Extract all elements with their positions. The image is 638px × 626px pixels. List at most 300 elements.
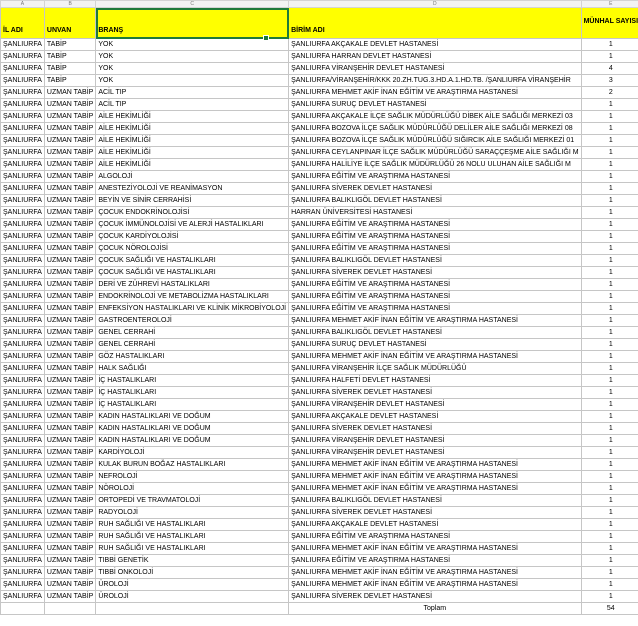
cell-birim-adi[interactable]: ŞANLIURFA SURUÇ DEVLET HASTANESİ bbox=[289, 339, 581, 351]
cell-birim-adi[interactable]: ŞANLIURFA AKÇAKALE DEVLET HASTANESİ bbox=[289, 411, 581, 423]
cell-birim-adi[interactable]: ŞANLIURFA VİRANŞEHİR İLÇE SAĞLIK MÜDÜRLÜĞÜ bbox=[289, 363, 581, 375]
cell-unvan[interactable]: UZMAN TABİP bbox=[44, 207, 95, 219]
cell-munhal-sayisi[interactable]: 1 bbox=[581, 555, 638, 567]
table-row bbox=[1, 135, 638, 147]
cell-brans[interactable]: YOK bbox=[96, 63, 289, 75]
table-row bbox=[1, 375, 638, 387]
cell-munhal-sayisi[interactable]: 1 bbox=[581, 351, 638, 363]
cell-unvan[interactable]: UZMAN TABİP bbox=[44, 519, 95, 531]
cell-brans[interactable]: TIBBİ ONKOLOJİ bbox=[96, 567, 289, 579]
table-row bbox=[1, 99, 638, 111]
cell-birim-adi[interactable]: ŞANLIURFA AKÇAKALE DEVLET HASTANESİ bbox=[289, 519, 581, 531]
cell-unvan[interactable]: UZMAN TABİP bbox=[44, 243, 95, 255]
cell-il-adi[interactable]: ŞANLIURFA bbox=[1, 483, 45, 495]
cell-unvan[interactable]: UZMAN TABİP bbox=[44, 555, 95, 567]
cell-il-adi[interactable]: ŞANLIURFA bbox=[1, 471, 45, 483]
cell-unvan[interactable]: TABİP bbox=[44, 39, 95, 51]
table-row bbox=[1, 51, 638, 63]
table-row bbox=[1, 87, 638, 99]
cell-il-adi[interactable]: ŞANLIURFA bbox=[1, 411, 45, 423]
cell-birim-adi[interactable]: ŞANLIURFA EĞİTİM VE ARAŞTIRMA HASTANESİ bbox=[289, 279, 581, 291]
cell-munhal-sayisi[interactable]: 1 bbox=[581, 123, 638, 135]
cell-brans[interactable]: ACİL TIP bbox=[96, 99, 289, 111]
cell-birim-adi[interactable]: ŞANLIURFA EĞİTİM VE ARAŞTIRMA HASTANESİ bbox=[289, 531, 581, 543]
cell-il-adi[interactable]: ŞANLIURFA bbox=[1, 39, 45, 51]
cell-unvan[interactable]: UZMAN TABİP bbox=[44, 339, 95, 351]
cell-brans[interactable]: ÜROLOJİ bbox=[96, 591, 289, 603]
cell-brans[interactable]: RADYOLOJİ bbox=[96, 507, 289, 519]
table-row bbox=[1, 435, 638, 447]
cell-munhal-sayisi[interactable]: 1 bbox=[581, 327, 638, 339]
cell-unvan[interactable]: UZMAN TABİP bbox=[44, 435, 95, 447]
cell-unvan[interactable]: UZMAN TABİP bbox=[44, 531, 95, 543]
cell-brans[interactable]: NÖROLOJİ bbox=[96, 483, 289, 495]
cell-birim-adi[interactable]: ŞANLIURFA VİRANŞEHİR DEVLET HASTANESİ bbox=[289, 63, 581, 75]
cell-munhal-sayisi[interactable]: 1 bbox=[581, 471, 638, 483]
total-label[interactable]: Toplam bbox=[289, 603, 581, 615]
cell-munhal-sayisi[interactable]: 1 bbox=[581, 207, 638, 219]
empty-cell[interactable] bbox=[1, 603, 45, 615]
cell-munhal-sayisi[interactable]: 1 bbox=[581, 399, 638, 411]
cell-unvan[interactable]: UZMAN TABİP bbox=[44, 399, 95, 411]
cell-il-adi[interactable]: ŞANLIURFA bbox=[1, 135, 45, 147]
cell-birim-adi[interactable]: ŞANLIURFA HALİLİYE İLÇE SAĞLIK MÜDÜRLÜĞÜ 26 NOLU ULUHAN AİLE SAĞLIĞI M bbox=[289, 159, 581, 171]
cell-munhal-sayisi[interactable]: 1 bbox=[581, 231, 638, 243]
table-row bbox=[1, 399, 638, 411]
cell-brans[interactable]: GENEL CERRAHİ bbox=[96, 339, 289, 351]
cell-munhal-sayisi[interactable]: 1 bbox=[581, 147, 638, 159]
cell-il-adi[interactable]: ŞANLIURFA bbox=[1, 495, 45, 507]
cell-il-adi[interactable]: ŞANLIURFA bbox=[1, 147, 45, 159]
cell-birim-adi[interactable]: ŞANLIURFA BOZOVA İLÇE SAĞLIK MÜDÜRLÜĞÜ DELİLER AİLE SAĞLIĞI MERKEZİ 08 bbox=[289, 123, 581, 135]
header-unvan[interactable]: UNVAN bbox=[44, 8, 95, 39]
cell-unvan[interactable]: UZMAN TABİP bbox=[44, 543, 95, 555]
table-row bbox=[1, 387, 638, 399]
column-letters-row bbox=[1, 1, 638, 8]
column-letter-d[interactable]: D bbox=[289, 1, 581, 8]
cell-il-adi[interactable]: ŞANLIURFA bbox=[1, 111, 45, 123]
fill-handle[interactable] bbox=[263, 35, 269, 41]
cell-il-adi[interactable]: ŞANLIURFA bbox=[1, 423, 45, 435]
cell-birim-adi[interactable]: ŞANLIURFA VİRANŞEHİR DEVLET HASTANESİ bbox=[289, 399, 581, 411]
cell-brans[interactable]: GÖZ HASTALIKLARI bbox=[96, 351, 289, 363]
cell-brans[interactable]: ÇOCUK ENDOKRİNOLOJİSİ bbox=[96, 207, 289, 219]
table-row bbox=[1, 195, 638, 207]
cell-munhal-sayisi[interactable]: 1 bbox=[581, 567, 638, 579]
cell-unvan[interactable]: UZMAN TABİP bbox=[44, 423, 95, 435]
cell-munhal-sayisi[interactable]: 2 bbox=[581, 87, 638, 99]
cell-unvan[interactable]: UZMAN TABİP bbox=[44, 471, 95, 483]
cell-brans[interactable]: AİLE HEKİMLİĞİ bbox=[96, 111, 289, 123]
cell-il-adi[interactable]: ŞANLIURFA bbox=[1, 75, 45, 87]
cell-munhal-sayisi[interactable]: 1 bbox=[581, 51, 638, 63]
cell-unvan[interactable]: UZMAN TABİP bbox=[44, 135, 95, 147]
table-row bbox=[1, 483, 638, 495]
cell-il-adi[interactable]: ŞANLIURFA bbox=[1, 591, 45, 603]
table-row bbox=[1, 111, 638, 123]
cell-munhal-sayisi[interactable]: 1 bbox=[581, 171, 638, 183]
table-row bbox=[1, 579, 638, 591]
cell-unvan[interactable]: UZMAN TABİP bbox=[44, 375, 95, 387]
empty-cell[interactable] bbox=[44, 603, 95, 615]
cell-munhal-sayisi[interactable]: 1 bbox=[581, 183, 638, 195]
cell-birim-adi[interactable]: ŞANLIURFA VİRANŞEHİR DEVLET HASTANESİ bbox=[289, 435, 581, 447]
cell-brans[interactable]: YOK bbox=[96, 75, 289, 87]
cell-unvan[interactable]: UZMAN TABİP bbox=[44, 483, 95, 495]
cell-munhal-sayisi[interactable]: 1 bbox=[581, 423, 638, 435]
table-row bbox=[1, 531, 638, 543]
cell-unvan[interactable]: UZMAN TABİP bbox=[44, 315, 95, 327]
cell-birim-adi[interactable]: ŞANLIURFA EĞİTİM VE ARAŞTIRMA HASTANESİ bbox=[289, 219, 581, 231]
cell-birim-adi[interactable]: ŞANLIURFA BALIKLIGÖL DEVLET HASTANESİ bbox=[289, 495, 581, 507]
column-letter-b[interactable]: B bbox=[44, 1, 95, 8]
cell-unvan[interactable]: UZMAN TABİP bbox=[44, 159, 95, 171]
empty-cell[interactable] bbox=[96, 603, 289, 615]
cell-brans[interactable]: TIBBİ GENETİK bbox=[96, 555, 289, 567]
cell-unvan[interactable]: UZMAN TABİP bbox=[44, 579, 95, 591]
cell-munhal-sayisi[interactable]: 1 bbox=[581, 255, 638, 267]
cell-il-adi[interactable]: ŞANLIURFA bbox=[1, 219, 45, 231]
cell-il-adi[interactable]: ŞANLIURFA bbox=[1, 255, 45, 267]
cell-munhal-sayisi[interactable]: 1 bbox=[581, 195, 638, 207]
cell-brans[interactable]: KADIN HASTALIKLARI VE DOĞUM bbox=[96, 435, 289, 447]
cell-unvan[interactable]: UZMAN TABİP bbox=[44, 459, 95, 471]
cell-il-adi[interactable]: ŞANLIURFA bbox=[1, 519, 45, 531]
cell-brans[interactable]: İÇ HASTALIKLARI bbox=[96, 399, 289, 411]
cell-il-adi[interactable]: ŞANLIURFA bbox=[1, 567, 45, 579]
cell-il-adi[interactable]: ŞANLIURFA bbox=[1, 159, 45, 171]
cell-il-adi[interactable]: ŞANLIURFA bbox=[1, 231, 45, 243]
table-row bbox=[1, 255, 638, 267]
column-letter-a[interactable]: A bbox=[1, 1, 45, 8]
cell-brans[interactable]: ÇOCUK KARDİYOLOJİSİ bbox=[96, 231, 289, 243]
cell-brans[interactable]: ENDOKRİNOLOJİ VE METABOLİZMA HASTALIKLARI bbox=[96, 291, 289, 303]
cell-birim-adi[interactable]: ŞANLIURFA SİVEREK DEVLET HASTANESİ bbox=[289, 183, 581, 195]
cell-munhal-sayisi[interactable]: 1 bbox=[581, 507, 638, 519]
cell-il-adi[interactable]: ŞANLIURFA bbox=[1, 207, 45, 219]
cell-unvan[interactable]: UZMAN TABİP bbox=[44, 567, 95, 579]
table-row bbox=[1, 147, 638, 159]
cell-munhal-sayisi[interactable]: 1 bbox=[581, 339, 638, 351]
table-row bbox=[1, 279, 638, 291]
cell-unvan[interactable]: UZMAN TABİP bbox=[44, 291, 95, 303]
table-row bbox=[1, 63, 638, 75]
cell-unvan[interactable]: UZMAN TABİP bbox=[44, 255, 95, 267]
cell-birim-adi[interactable]: ŞANLIURFA BOZOVA İLÇE SAĞLIK MÜDÜRLÜĞÜ SIĞIRCIK AİLE SAĞLIĞI MERKEZİ 01 bbox=[289, 135, 581, 147]
table-row bbox=[1, 543, 638, 555]
table-row bbox=[1, 363, 638, 375]
column-letter-c[interactable]: C bbox=[96, 1, 289, 8]
cell-unvan[interactable]: UZMAN TABİP bbox=[44, 267, 95, 279]
cell-birim-adi[interactable]: ŞANLIURFA MEHMET AKİF İNAN EĞİTİM VE ARAŞTIRMA HASTANESİ bbox=[289, 87, 581, 99]
cell-munhal-sayisi[interactable]: 1 bbox=[581, 375, 638, 387]
cell-birim-adi[interactable]: ŞANLIURFA SURUÇ DEVLET HASTANESİ bbox=[289, 99, 581, 111]
table-row bbox=[1, 123, 638, 135]
cell-birim-adi[interactable]: ŞANLIURFA SİVEREK DEVLET HASTANESİ bbox=[289, 423, 581, 435]
cell-munhal-sayisi[interactable]: 1 bbox=[581, 219, 638, 231]
cell-brans[interactable]: NEFROLOJİ bbox=[96, 471, 289, 483]
cell-brans[interactable]: GENEL CERRAHİ bbox=[96, 327, 289, 339]
table-row bbox=[1, 159, 638, 171]
cell-brans[interactable]: AİLE HEKİMLİĞİ bbox=[96, 135, 289, 147]
cell-birim-adi[interactable]: ŞANLIURFA VİRANŞEHİR DEVLET HASTANESİ bbox=[289, 447, 581, 459]
cell-il-adi[interactable]: ŞANLIURFA bbox=[1, 375, 45, 387]
cell-il-adi[interactable]: ŞANLIURFA bbox=[1, 339, 45, 351]
cell-il-adi[interactable]: ŞANLIURFA bbox=[1, 51, 45, 63]
cell-il-adi[interactable]: ŞANLIURFA bbox=[1, 531, 45, 543]
cell-unvan[interactable]: TABİP bbox=[44, 63, 95, 75]
cell-munhal-sayisi[interactable]: 1 bbox=[581, 531, 638, 543]
table-row bbox=[1, 315, 638, 327]
cell-unvan[interactable]: UZMAN TABİP bbox=[44, 363, 95, 375]
cell-brans[interactable]: DERİ VE ZÜHREVİ HASTALIKLARI bbox=[96, 279, 289, 291]
cell-munhal-sayisi[interactable]: 3 bbox=[581, 75, 638, 87]
table-row bbox=[1, 183, 638, 195]
cell-unvan[interactable]: UZMAN TABİP bbox=[44, 507, 95, 519]
cell-il-adi[interactable]: ŞANLIURFA bbox=[1, 507, 45, 519]
table-row bbox=[1, 423, 638, 435]
total-row bbox=[1, 603, 638, 615]
table-row bbox=[1, 519, 638, 531]
cell-il-adi[interactable]: ŞANLIURFA bbox=[1, 435, 45, 447]
cell-unvan[interactable]: UZMAN TABİP bbox=[44, 111, 95, 123]
table-row bbox=[1, 591, 638, 603]
cell-birim-adi[interactable]: ŞANLIURFA SİVEREK DEVLET HASTANESİ bbox=[289, 507, 581, 519]
cell-munhal-sayisi[interactable]: 1 bbox=[581, 363, 638, 375]
cell-brans[interactable]: ÇOCUK SAĞLIĞI VE HASTALIKLARI bbox=[96, 255, 289, 267]
cell-munhal-sayisi[interactable]: 1 bbox=[581, 159, 638, 171]
cell-unvan[interactable]: UZMAN TABİP bbox=[44, 387, 95, 399]
cell-birim-adi[interactable]: ŞANLIURFA MEHMET AKİF İNAN EĞİTİM VE ARAŞTIRMA HASTANESİ bbox=[289, 315, 581, 327]
cell-munhal-sayisi[interactable]: 1 bbox=[581, 39, 638, 51]
table-row bbox=[1, 39, 638, 51]
cell-brans[interactable]: BEYİN VE SİNİR CERRAHİSİ bbox=[96, 195, 289, 207]
cell-unvan[interactable]: UZMAN TABİP bbox=[44, 147, 95, 159]
cell-munhal-sayisi[interactable]: 1 bbox=[581, 543, 638, 555]
cell-birim-adi[interactable]: ŞANLIURFA SİVEREK DEVLET HASTANESİ bbox=[289, 387, 581, 399]
table-row bbox=[1, 231, 638, 243]
cell-brans[interactable]: ENFEKSİYON HASTALIKLARI VE KLİNİK MİKROBİYOLOJİ bbox=[96, 303, 289, 315]
cell-birim-adi[interactable]: ŞANLIURFA BALIKLIGÖL DEVLET HASTANESİ bbox=[289, 327, 581, 339]
table-row bbox=[1, 339, 638, 351]
cell-birim-adi[interactable]: ŞANLIURFA MEHMET AKİF İNAN EĞİTİM VE ARAŞTIRMA HASTANESİ bbox=[289, 459, 581, 471]
table-row bbox=[1, 495, 638, 507]
cell-brans[interactable]: KULAK BURUN BOĞAZ HASTALIKLARI bbox=[96, 459, 289, 471]
cell-munhal-sayisi[interactable]: 1 bbox=[581, 483, 638, 495]
table-row bbox=[1, 351, 638, 363]
table-row bbox=[1, 207, 638, 219]
table-row bbox=[1, 411, 638, 423]
cell-birim-adi[interactable]: ŞANLIURFA EĞİTİM VE ARAŞTIRMA HASTANESİ bbox=[289, 171, 581, 183]
cell-il-adi[interactable]: ŞANLIURFA bbox=[1, 363, 45, 375]
cell-il-adi[interactable]: ŞANLIURFA bbox=[1, 555, 45, 567]
cell-birim-adi[interactable]: ŞANLIURFA BALIKLIGÖL DEVLET HASTANESİ bbox=[289, 195, 581, 207]
cell-munhal-sayisi[interactable]: 1 bbox=[581, 243, 638, 255]
cell-munhal-sayisi[interactable]: 1 bbox=[581, 387, 638, 399]
header-row bbox=[1, 8, 638, 39]
cell-brans[interactable]: ÇOCUK NÖROLOJİSİ bbox=[96, 243, 289, 255]
table-row bbox=[1, 267, 638, 279]
cell-brans[interactable]: RUH SAĞLIĞI VE HASTALIKLARI bbox=[96, 519, 289, 531]
cell-munhal-sayisi[interactable]: 1 bbox=[581, 99, 638, 111]
cell-munhal-sayisi[interactable]: 1 bbox=[581, 291, 638, 303]
table-row bbox=[1, 303, 638, 315]
cell-il-adi[interactable]: ŞANLIURFA bbox=[1, 399, 45, 411]
cell-birim-adi[interactable]: ŞANLIURFA AKÇAKALE İLÇE SAĞLIK MÜDÜRLÜĞÜ DİBEK AİLE SAĞLIĞI MERKEZİ 03 bbox=[289, 111, 581, 123]
cell-brans[interactable]: AİLE HEKİMLİĞİ bbox=[96, 123, 289, 135]
cell-brans[interactable]: ALGOLOJİ bbox=[96, 171, 289, 183]
cell-birim-adi[interactable]: ŞANLIURFA EĞİTİM VE ARAŞTIRMA HASTANESİ bbox=[289, 243, 581, 255]
column-letter-e[interactable]: E bbox=[581, 1, 638, 8]
cell-unvan[interactable]: UZMAN TABİP bbox=[44, 171, 95, 183]
cell-il-adi[interactable]: ŞANLIURFA bbox=[1, 123, 45, 135]
cell-munhal-sayisi[interactable]: 4 bbox=[581, 63, 638, 75]
cell-munhal-sayisi[interactable]: 1 bbox=[581, 447, 638, 459]
table-row bbox=[1, 567, 638, 579]
cell-unvan[interactable]: TABİP bbox=[44, 75, 95, 87]
cell-brans[interactable]: HALK SAĞLIĞI bbox=[96, 363, 289, 375]
cell-brans[interactable]: RUH SAĞLIĞI VE HASTALIKLARI bbox=[96, 531, 289, 543]
cell-unvan[interactable]: TABİP bbox=[44, 51, 95, 63]
cell-birim-adi[interactable]: ŞANLIURFA SİVEREK DEVLET HASTANESİ bbox=[289, 591, 581, 603]
cell-munhal-sayisi[interactable]: 1 bbox=[581, 435, 638, 447]
cell-brans[interactable]: KADIN HASTALIKLARI VE DOĞUM bbox=[96, 411, 289, 423]
cell-munhal-sayisi[interactable]: 1 bbox=[581, 459, 638, 471]
cell-brans[interactable]: ORTOPEDİ VE TRAVMATOLOJİ bbox=[96, 495, 289, 507]
cell-birim-adi[interactable]: ŞANLIURFA MEHMET AKİF İNAN EĞİTİM VE ARAŞTIRMA HASTANESİ bbox=[289, 567, 581, 579]
table-row bbox=[1, 459, 638, 471]
cell-brans[interactable]: KADIN HASTALIKLARI VE DOĞUM bbox=[96, 423, 289, 435]
cell-unvan[interactable]: UZMAN TABİP bbox=[44, 327, 95, 339]
cell-il-adi[interactable]: ŞANLIURFA bbox=[1, 543, 45, 555]
cell-brans[interactable]: YOK bbox=[96, 51, 289, 63]
cell-il-adi[interactable]: ŞANLIURFA bbox=[1, 387, 45, 399]
cell-il-adi[interactable]: ŞANLIURFA bbox=[1, 99, 45, 111]
cell-il-adi[interactable]: ŞANLIURFA bbox=[1, 267, 45, 279]
cell-il-adi[interactable]: ŞANLIURFA bbox=[1, 63, 45, 75]
cell-brans[interactable]: ANESTEZİYOLOJİ VE REANİMASYON bbox=[96, 183, 289, 195]
cell-munhal-sayisi[interactable]: 1 bbox=[581, 135, 638, 147]
header-birim-adi[interactable]: BİRİM ADI bbox=[289, 8, 581, 39]
cell-brans[interactable]: ACİL TIP bbox=[96, 87, 289, 99]
cell-brans[interactable]: ÜROLOJİ bbox=[96, 579, 289, 591]
table-row bbox=[1, 171, 638, 183]
cell-birim-adi[interactable]: ŞANLIURFA HARRAN DEVLET HASTANESİ bbox=[289, 51, 581, 63]
cell-brans[interactable]: AİLE HEKİMLİĞİ bbox=[96, 147, 289, 159]
table-row bbox=[1, 447, 638, 459]
cell-unvan[interactable]: UZMAN TABİP bbox=[44, 279, 95, 291]
table-row bbox=[1, 243, 638, 255]
cell-brans[interactable]: RUH SAĞLIĞI VE HASTALIKLARI bbox=[96, 543, 289, 555]
cell-brans[interactable]: GASTROENTEROLOJİ bbox=[96, 315, 289, 327]
cell-brans[interactable]: AİLE HEKİMLİĞİ bbox=[96, 159, 289, 171]
cell-munhal-sayisi[interactable]: 1 bbox=[581, 519, 638, 531]
table-row bbox=[1, 327, 638, 339]
cell-birim-adi[interactable]: HARRAN ÜNİVERSİTESİ HASTANESİ bbox=[289, 207, 581, 219]
table-row bbox=[1, 507, 638, 519]
cell-brans[interactable]: ÇOCUK SAĞLIĞI VE HASTALIKLARI bbox=[96, 267, 289, 279]
table-row bbox=[1, 291, 638, 303]
cell-munhal-sayisi[interactable]: 1 bbox=[581, 279, 638, 291]
cell-il-adi[interactable]: ŞANLIURFA bbox=[1, 279, 45, 291]
cell-munhal-sayisi[interactable]: 1 bbox=[581, 579, 638, 591]
cell-birim-adi[interactable]: ŞANLIURFA HALFETİ DEVLET HASTANESİ bbox=[289, 375, 581, 387]
cell-il-adi[interactable]: ŞANLIURFA bbox=[1, 447, 45, 459]
cell-unvan[interactable]: UZMAN TABİP bbox=[44, 303, 95, 315]
header-brans-selected-cell[interactable]: BRANŞ bbox=[96, 8, 289, 39]
cell-munhal-sayisi[interactable]: 1 bbox=[581, 315, 638, 327]
cell-il-adi[interactable]: ŞANLIURFA bbox=[1, 183, 45, 195]
cell-brans[interactable]: ÇOCUK İMMÜNOLOJİSİ VE ALERJİ HASTALIKLARI bbox=[96, 219, 289, 231]
cell-il-adi[interactable]: ŞANLIURFA bbox=[1, 459, 45, 471]
cell-birim-adi[interactable]: ŞANLIURFA MEHMET AKİF İNAN EĞİTİM VE ARAŞTIRMA HASTANESİ bbox=[289, 579, 581, 591]
table-row bbox=[1, 471, 638, 483]
cell-munhal-sayisi[interactable]: 1 bbox=[581, 267, 638, 279]
cell-il-adi[interactable]: ŞANLIURFA bbox=[1, 291, 45, 303]
cell-il-adi[interactable]: ŞANLIURFA bbox=[1, 303, 45, 315]
cell-birim-adi[interactable]: ŞANLIURFA MEHMET AKİF İNAN EĞİTİM VE ARAŞTIRMA HASTANESİ bbox=[289, 351, 581, 363]
cell-il-adi[interactable]: ŞANLIURFA bbox=[1, 87, 45, 99]
cell-il-adi[interactable]: ŞANLIURFA bbox=[1, 195, 45, 207]
cell-munhal-sayisi[interactable]: 1 bbox=[581, 411, 638, 423]
cell-unvan[interactable]: UZMAN TABİP bbox=[44, 123, 95, 135]
cell-il-adi[interactable]: ŞANLIURFA bbox=[1, 579, 45, 591]
cell-brans[interactable]: KARDİYOLOJİ bbox=[96, 447, 289, 459]
cell-brans[interactable]: İÇ HASTALIKLARI bbox=[96, 387, 289, 399]
cell-brans[interactable]: İÇ HASTALIKLARI bbox=[96, 375, 289, 387]
cell-unvan[interactable]: UZMAN TABİP bbox=[44, 591, 95, 603]
cell-unvan[interactable]: UZMAN TABİP bbox=[44, 99, 95, 111]
cell-birim-adi[interactable]: ŞANLIURFA MEHMET AKİF İNAN EĞİTİM VE ARAŞTIRMA HASTANESİ bbox=[289, 543, 581, 555]
cell-birim-adi[interactable]: ŞANLIURFA EĞİTİM VE ARAŞTIRMA HASTANESİ bbox=[289, 555, 581, 567]
table-row bbox=[1, 219, 638, 231]
cell-unvan[interactable]: UZMAN TABİP bbox=[44, 87, 95, 99]
cell-birim-adi[interactable]: ŞANLIURFA MEHMET AKİF İNAN EĞİTİM VE ARAŞTIRMA HASTANESİ bbox=[289, 471, 581, 483]
cell-il-adi[interactable]: ŞANLIURFA bbox=[1, 171, 45, 183]
cell-birim-adi[interactable]: ŞANLIURFA CEYLANPINAR İLÇE SAĞLIK MÜDÜRLÜĞÜ SARAÇÇEŞME AİLE SAĞLIĞI M bbox=[289, 147, 581, 159]
cell-birim-adi[interactable]: ŞANLIURFA EĞİTİM VE ARAŞTIRMA HASTANESİ bbox=[289, 231, 581, 243]
cell-unvan[interactable]: UZMAN TABİP bbox=[44, 195, 95, 207]
cell-unvan[interactable]: UZMAN TABİP bbox=[44, 495, 95, 507]
cell-birim-adi[interactable]: ŞANLIURFA/VİRANŞEHİR/KKK 20.ZH.TUG.3.HD.A.1.HD.TB. /ŞANLIURFA VİRANŞEHİR bbox=[289, 75, 581, 87]
cell-brans[interactable]: YOK bbox=[96, 39, 289, 51]
total-value[interactable]: 54 bbox=[581, 603, 638, 615]
cell-il-adi[interactable]: ŞANLIURFA bbox=[1, 243, 45, 255]
cell-unvan[interactable]: UZMAN TABİP bbox=[44, 183, 95, 195]
cell-unvan[interactable]: UZMAN TABİP bbox=[44, 447, 95, 459]
cell-birim-adi[interactable]: ŞANLIURFA BALIKLIGÖL DEVLET HASTANESİ bbox=[289, 255, 581, 267]
cell-birim-adi[interactable]: ŞANLIURFA EĞİTİM VE ARAŞTIRMA HASTANESİ bbox=[289, 291, 581, 303]
cell-il-adi[interactable]: ŞANLIURFA bbox=[1, 315, 45, 327]
cell-birim-adi[interactable]: ŞANLIURFA AKÇAKALE DEVLET HASTANESİ bbox=[289, 39, 581, 51]
cell-unvan[interactable]: UZMAN TABİP bbox=[44, 411, 95, 423]
cell-munhal-sayisi[interactable]: 1 bbox=[581, 303, 638, 315]
cell-birim-adi[interactable]: ŞANLIURFA SİVEREK DEVLET HASTANESİ bbox=[289, 267, 581, 279]
header-munhal-sayisi[interactable]: MÜNHAL SAYISI bbox=[581, 8, 638, 39]
cell-unvan[interactable]: UZMAN TABİP bbox=[44, 231, 95, 243]
cell-unvan[interactable]: UZMAN TABİP bbox=[44, 351, 95, 363]
cell-munhal-sayisi[interactable]: 1 bbox=[581, 495, 638, 507]
table-row bbox=[1, 555, 638, 567]
cell-birim-adi[interactable]: ŞANLIURFA MEHMET AKİF İNAN EĞİTİM VE ARAŞTIRMA HASTANESİ bbox=[289, 483, 581, 495]
cell-munhal-sayisi[interactable]: 1 bbox=[581, 111, 638, 123]
header-il-adi[interactable]: İL ADI bbox=[1, 8, 45, 39]
cell-il-adi[interactable]: ŞANLIURFA bbox=[1, 351, 45, 363]
cell-il-adi[interactable]: ŞANLIURFA bbox=[1, 327, 45, 339]
cell-munhal-sayisi[interactable]: 1 bbox=[581, 591, 638, 603]
cell-birim-adi[interactable]: ŞANLIURFA EĞİTİM VE ARAŞTIRMA HASTANESİ bbox=[289, 303, 581, 315]
cell-unvan[interactable]: UZMAN TABİP bbox=[44, 219, 95, 231]
